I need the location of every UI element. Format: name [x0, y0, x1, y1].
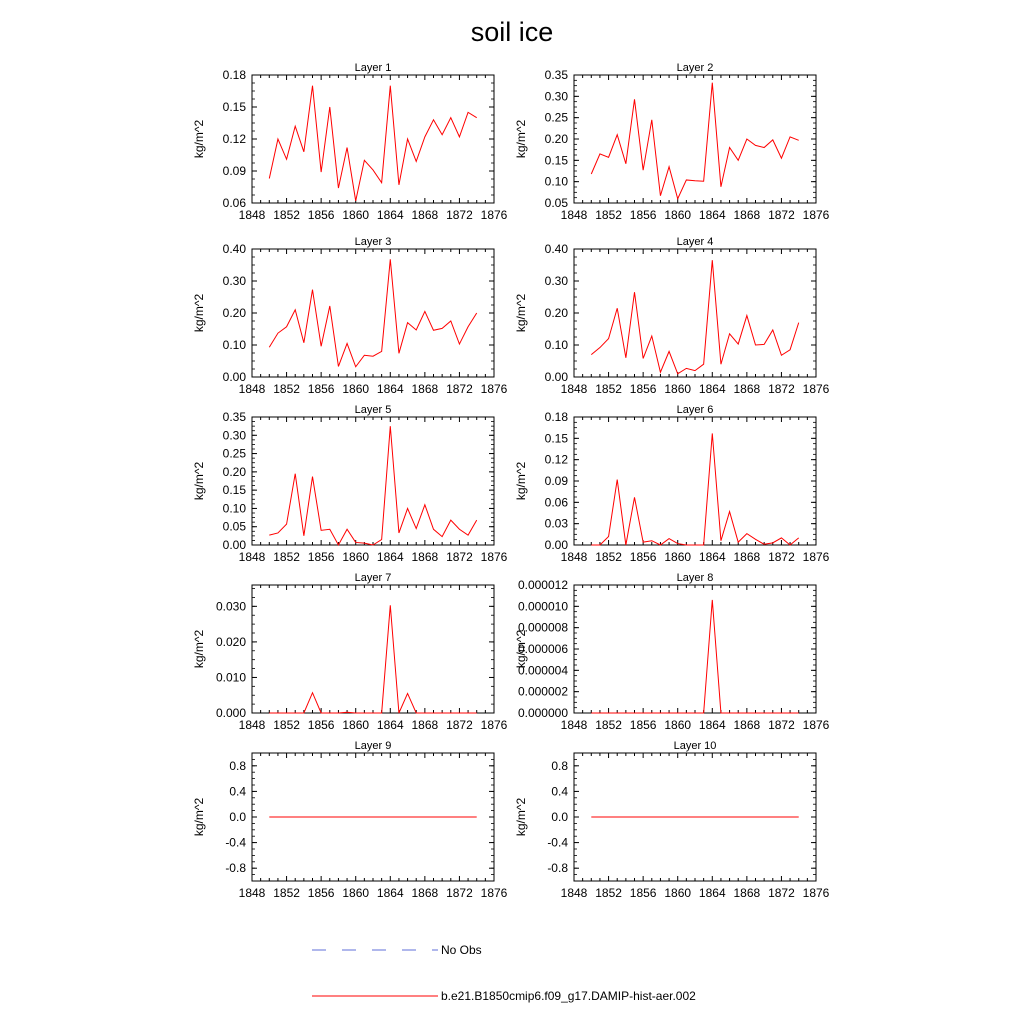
y-tick-label: 0.12	[544, 452, 568, 467]
y-axis-label: kg/m^2	[192, 119, 206, 159]
y-axis-label: kg/m^2	[514, 461, 528, 501]
x-tick-label: 1856	[629, 886, 657, 900]
y-tick-label: 0.05	[544, 196, 568, 210]
x-tick-label: 1852	[595, 208, 622, 222]
x-tick-label: 1864	[698, 208, 726, 222]
y-tick-label: 0.15	[544, 431, 568, 446]
legend-model-swatch	[312, 991, 438, 1001]
x-tick-label: 1852	[595, 382, 622, 396]
panel-layer-6	[514, 404, 830, 564]
x-tick-label: 1868	[733, 886, 761, 900]
plot-frame	[252, 417, 494, 545]
y-tick-label: 0.25	[222, 446, 246, 461]
y-tick-label: -0.4	[547, 835, 568, 850]
y-axis-label: kg/m^2	[514, 797, 528, 837]
y-tick-label: 0.0	[551, 810, 568, 824]
x-tick-label: 1872	[446, 718, 473, 732]
x-tick-label: 1860	[664, 718, 692, 732]
panel-title: Layer 9	[354, 740, 392, 752]
y-tick-label: 0.40	[544, 242, 568, 256]
x-tick-label: 1876	[480, 550, 508, 564]
y-tick-label: 0.09	[222, 164, 246, 178]
series-line-model	[269, 86, 476, 201]
panel-layer-3	[192, 236, 508, 396]
x-tick-label: 1852	[273, 208, 300, 222]
y-tick-label: -0.8	[547, 861, 568, 876]
x-tick-label: 1876	[480, 208, 508, 222]
x-tick-label: 1864	[698, 718, 726, 732]
y-tick-label: 0.00	[222, 370, 246, 384]
y-tick-label: 0.20	[222, 306, 246, 320]
x-tick-label: 1852	[595, 550, 622, 564]
plot-frame	[574, 75, 816, 203]
panel-title: Layer 2	[676, 62, 714, 74]
panel-title: Layer 7	[354, 572, 392, 584]
y-axis-label: kg/m^2	[192, 797, 206, 837]
x-tick-label: 1860	[664, 208, 692, 222]
panel-layer-9	[192, 740, 508, 900]
y-axis-label: kg/m^2	[514, 293, 528, 333]
y-tick-label: 0.20	[544, 306, 568, 320]
x-tick-label: 1872	[768, 886, 795, 900]
y-tick-label: 0.15	[544, 153, 568, 168]
x-tick-label: 1872	[446, 886, 473, 900]
y-tick-label: 0.09	[544, 474, 568, 488]
x-tick-label: 1860	[342, 550, 370, 564]
x-tick-label: 1856	[307, 208, 335, 222]
x-tick-label: 1856	[629, 718, 657, 732]
x-tick-label: 1868	[411, 886, 439, 900]
plot-frame	[574, 585, 816, 713]
x-tick-label: 1876	[802, 718, 830, 732]
y-axis-label: kg/m^2	[192, 461, 206, 501]
y-tick-label: 0.06	[222, 196, 246, 210]
x-tick-label: 1876	[802, 550, 830, 564]
x-tick-label: 1868	[733, 382, 761, 396]
x-tick-label: 1856	[307, 550, 335, 564]
x-tick-label: 1860	[342, 382, 370, 396]
y-tick-label: 0.12	[222, 132, 246, 146]
x-tick-label: 1876	[480, 382, 508, 396]
x-tick-label: 1856	[307, 886, 335, 900]
x-tick-label: 1876	[480, 886, 508, 900]
series-line-model	[269, 426, 476, 545]
panel-layer-7	[192, 572, 508, 732]
y-tick-label: 0.20	[222, 464, 246, 479]
y-tick-label: 0.4	[551, 784, 568, 799]
plot-frame	[252, 585, 494, 713]
x-tick-label: 1868	[411, 382, 439, 396]
x-tick-label: 1872	[768, 718, 795, 732]
plot-frame	[252, 249, 494, 377]
y-tick-label: 0.40	[222, 242, 246, 256]
y-tick-label: 0.000008	[517, 620, 568, 635]
y-tick-label: 0.4	[229, 784, 246, 799]
y-tick-label: 0.020	[215, 634, 246, 649]
y-tick-label: 0.06	[544, 495, 568, 510]
x-tick-label: 1868	[733, 550, 761, 564]
y-tick-label: 0.000012	[517, 578, 568, 592]
x-tick-label: 1864	[376, 382, 404, 396]
x-tick-label: 1848	[560, 208, 588, 222]
y-tick-label: 0.30	[222, 428, 246, 443]
y-tick-label: 0.8	[551, 758, 568, 773]
panel-layer-1	[192, 62, 508, 222]
x-tick-label: 1872	[768, 550, 795, 564]
y-tick-label: 0.10	[544, 338, 568, 352]
x-tick-label: 1852	[273, 550, 300, 564]
y-tick-label: 0.18	[544, 410, 568, 424]
y-tick-label: 0.05	[222, 519, 246, 534]
x-tick-label: 1876	[480, 718, 508, 732]
panel-title: Layer 8	[676, 572, 714, 584]
x-tick-label: 1848	[238, 886, 266, 900]
x-tick-label: 1864	[698, 886, 726, 900]
y-tick-label: 0.18	[222, 68, 246, 82]
panel-layer-2	[514, 62, 830, 222]
x-tick-label: 1872	[446, 550, 473, 564]
y-tick-label: 0.000006	[517, 642, 568, 656]
x-tick-label: 1864	[698, 550, 726, 564]
x-tick-label: 1852	[273, 886, 300, 900]
y-tick-label: 0.10	[222, 338, 246, 352]
x-tick-label: 1864	[376, 886, 404, 900]
y-tick-label: 0.03	[544, 516, 568, 531]
y-tick-label: 0.8	[229, 758, 246, 773]
x-tick-label: 1852	[595, 718, 622, 732]
x-tick-label: 1856	[307, 718, 335, 732]
x-tick-label: 1868	[733, 208, 761, 222]
x-tick-label: 1864	[698, 382, 726, 396]
series-line-model	[591, 83, 798, 199]
series-line-model	[591, 433, 798, 545]
x-tick-label: 1848	[560, 886, 588, 900]
x-tick-label: 1868	[411, 718, 439, 732]
series-line-model	[591, 260, 798, 374]
panel-title: Layer 6	[676, 404, 714, 416]
panel-title: Layer 10	[673, 740, 717, 752]
y-tick-label: 0.00	[544, 538, 568, 552]
y-tick-label: 0.30	[544, 89, 568, 104]
x-tick-label: 1860	[664, 382, 692, 396]
x-tick-label: 1872	[768, 208, 795, 222]
series-line-model	[269, 605, 476, 713]
y-tick-label: -0.4	[225, 835, 246, 850]
y-tick-label: 0.35	[222, 410, 246, 424]
plot-frame	[252, 75, 494, 203]
x-tick-label: 1868	[411, 550, 439, 564]
y-tick-label: 0.030	[215, 599, 246, 614]
x-tick-label: 1848	[560, 382, 588, 396]
x-tick-label: 1856	[629, 550, 657, 564]
x-tick-label: 1848	[238, 550, 266, 564]
y-tick-label: 0.30	[544, 274, 568, 288]
y-tick-label: 0.000000	[517, 706, 568, 720]
panel-title: Layer 3	[354, 236, 392, 248]
y-tick-label: 0.15	[222, 100, 246, 114]
panel-layer-8	[514, 572, 830, 732]
x-tick-label: 1860	[664, 886, 692, 900]
y-axis-label: kg/m^2	[192, 629, 206, 669]
x-tick-label: 1864	[376, 208, 404, 222]
y-tick-label: 0.10	[222, 501, 246, 516]
plot-frame	[574, 249, 816, 377]
x-tick-label: 1856	[629, 208, 657, 222]
x-tick-label: 1868	[733, 718, 761, 732]
panel-layer-10	[514, 740, 830, 900]
y-tick-label: 0.010	[215, 670, 246, 685]
panel-layer-4	[514, 236, 830, 396]
y-tick-label: 0.30	[222, 274, 246, 288]
y-tick-label: 0.000002	[517, 684, 568, 699]
x-tick-label: 1860	[342, 208, 370, 222]
x-tick-label: 1876	[802, 208, 830, 222]
x-tick-label: 1852	[595, 886, 622, 900]
y-axis-label: kg/m^2	[192, 293, 206, 333]
y-tick-label: 0.00	[544, 370, 568, 384]
y-tick-label: 0.35	[544, 68, 568, 82]
y-tick-label: 0.000010	[517, 599, 568, 614]
x-tick-label: 1852	[273, 718, 300, 732]
y-axis-label: kg/m^2	[514, 119, 528, 159]
y-axis-label: kg/m^2	[514, 629, 528, 669]
y-tick-label: 0.0	[229, 810, 246, 824]
y-tick-label: 0.25	[544, 110, 568, 125]
x-tick-label: 1856	[307, 382, 335, 396]
x-tick-label: 1864	[376, 718, 404, 732]
x-tick-label: 1860	[342, 718, 370, 732]
y-tick-label: -0.8	[225, 861, 246, 876]
series-line-model	[591, 600, 798, 713]
x-tick-label: 1876	[802, 886, 830, 900]
x-tick-label: 1872	[446, 208, 473, 222]
y-tick-label: 0.00	[222, 538, 246, 552]
panel-title: Layer 5	[354, 404, 392, 416]
legend-model-label: b.e21.B1850cmip6.f09_g17.DAMIP-hist-aer.002	[441, 989, 696, 1003]
x-tick-label: 1876	[802, 382, 830, 396]
x-tick-label: 1860	[664, 550, 692, 564]
panel-layer-5	[192, 404, 508, 564]
x-tick-label: 1872	[446, 382, 473, 396]
x-tick-label: 1852	[273, 382, 300, 396]
y-tick-label: 0.10	[544, 174, 568, 189]
y-tick-label: 0.20	[544, 132, 568, 146]
panel-title: Layer 1	[354, 62, 392, 74]
x-tick-label: 1848	[238, 382, 266, 396]
legend-obs-label: No Obs	[441, 943, 482, 957]
series-line-model	[269, 259, 476, 367]
x-tick-label: 1848	[560, 550, 588, 564]
y-tick-label: 0.15	[222, 483, 246, 498]
x-tick-label: 1848	[238, 718, 266, 732]
x-tick-label: 1860	[342, 886, 370, 900]
panel-title: Layer 4	[676, 236, 714, 248]
page-title: soil ice	[470, 17, 554, 47]
x-tick-label: 1864	[376, 550, 404, 564]
legend-obs-swatch	[312, 945, 438, 955]
x-tick-label: 1848	[560, 718, 588, 732]
x-tick-label: 1868	[411, 208, 439, 222]
y-tick-label: 0.000004	[517, 663, 568, 678]
x-tick-label: 1856	[629, 382, 657, 396]
x-tick-label: 1848	[238, 208, 266, 222]
x-tick-label: 1872	[768, 382, 795, 396]
y-tick-label: 0.000	[215, 706, 246, 720]
